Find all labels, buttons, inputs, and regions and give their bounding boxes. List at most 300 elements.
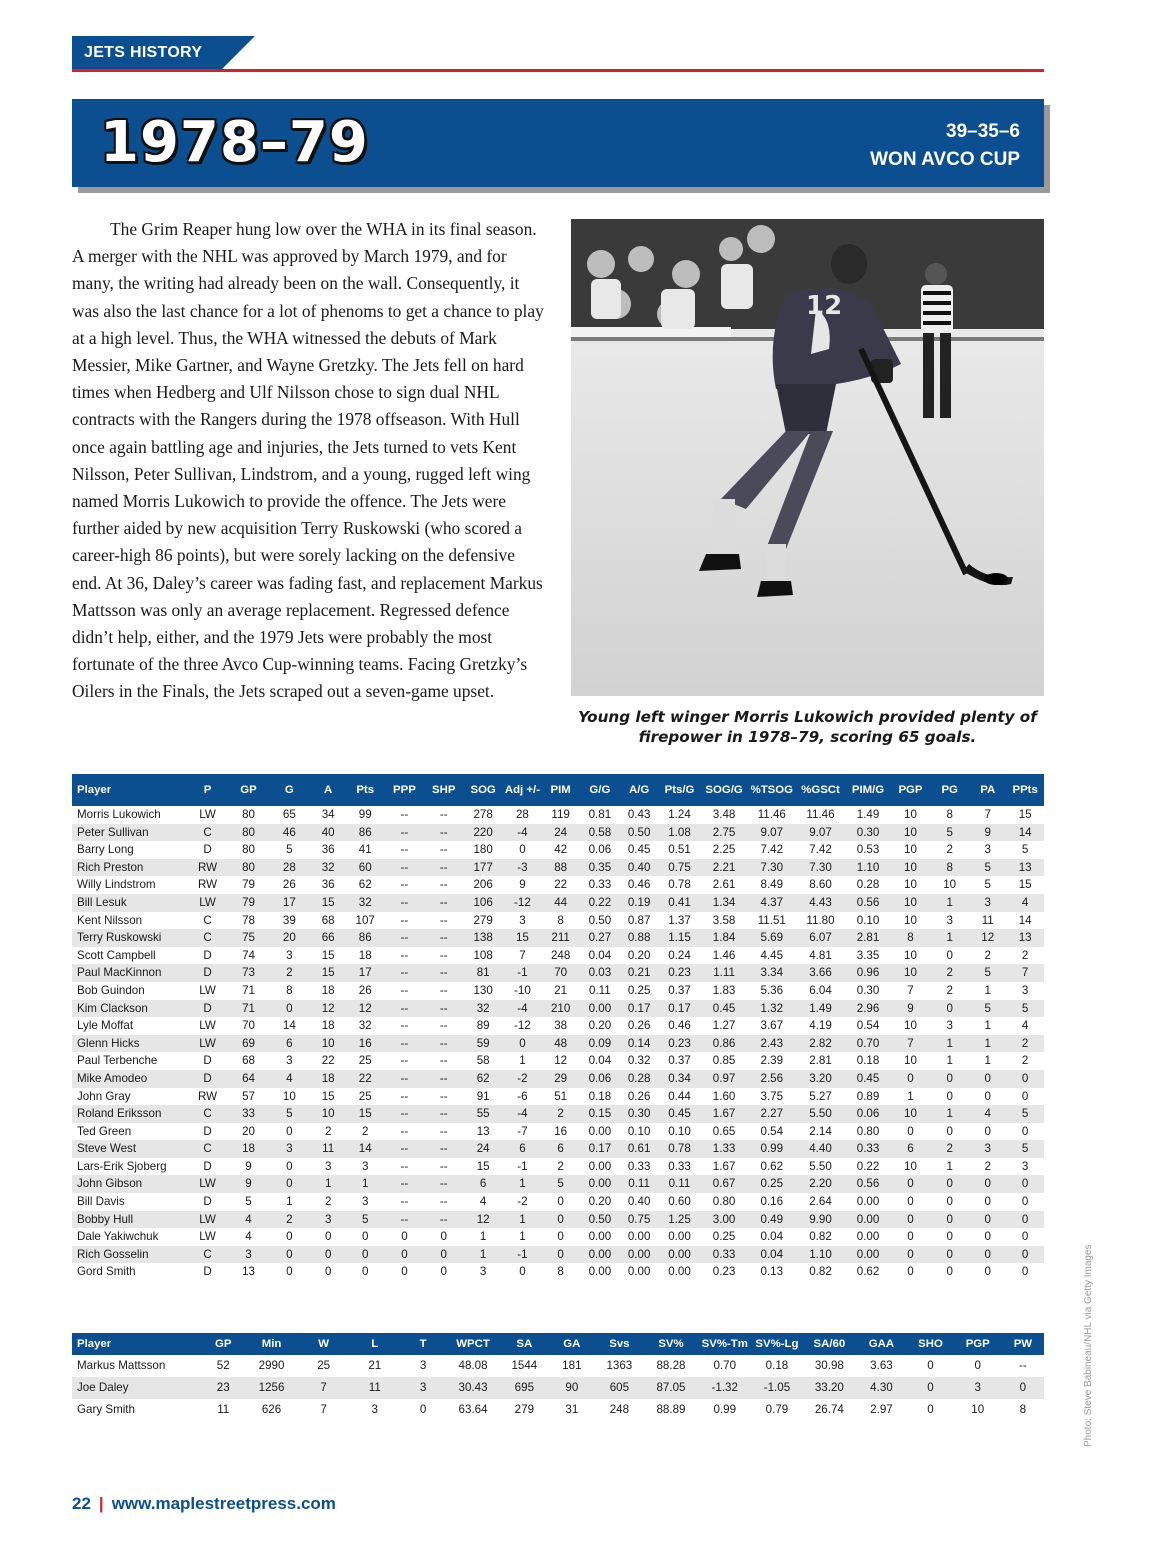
skater-stat-cell: 0.00 [580, 1246, 619, 1264]
skater-stat-cell: 1.49 [796, 1000, 846, 1018]
skater-stat-cell: 0.60 [668, 1195, 691, 1209]
skater-stat-cell: 8 [891, 929, 930, 947]
skater-stat-cell: 10 [282, 1089, 296, 1103]
goalie-stat-cell: 63.64 [458, 1403, 488, 1416]
skater-stat-cell: 0.25 [712, 1230, 736, 1244]
skater-stat-cell: 0.33 [588, 878, 612, 892]
skater-column-header: Player [72, 774, 187, 806]
goalie-stat-cell: 88.89 [656, 1403, 686, 1416]
skater-stat-cell: -- [425, 859, 462, 877]
skater-player-name: Steve West [72, 1140, 187, 1158]
skater-stat-cell: 7.42 [760, 843, 784, 857]
goalie-stat-cell: -1.32 [699, 1377, 751, 1399]
skater-stat-cell: -- [384, 929, 425, 947]
skater-stat-cell: 0.85 [712, 1054, 736, 1068]
skater-stat-cell: 68 [321, 913, 335, 927]
skater-stat-cell: 0 [557, 1230, 564, 1244]
skater-stat-cell: 2 [984, 1159, 991, 1173]
skater-stat-cell: 57 [242, 1089, 255, 1103]
skater-stat-cell: 0.17 [580, 1140, 619, 1158]
skater-stat-cell: 0 [440, 1265, 447, 1279]
skater-stat-cell: -2 [504, 1070, 541, 1088]
skater-stat-cell: 0.25 [748, 1175, 796, 1193]
skater-stat-cell: 86 [347, 929, 384, 947]
header-rule [72, 69, 1044, 72]
skater-stat-cell: 11 [981, 913, 994, 927]
skater-stat-cell: 278 [473, 808, 493, 821]
skater-stat-cell: 60 [347, 859, 384, 877]
goalie-stat-cell: 2.97 [870, 1403, 893, 1416]
skater-stat-cell: 7.30 [748, 859, 796, 877]
skater-stat-cell: -- [400, 808, 409, 821]
skater-column-header: G/G [580, 774, 619, 806]
skater-stat-cell: 0 [425, 1246, 462, 1264]
skater-stat-cell: 5.36 [760, 983, 784, 997]
skater-stat-cell: -- [384, 1070, 425, 1088]
skater-stat-cell: 0.67 [700, 1175, 748, 1193]
goalie-player-name: Gary Smith [77, 1403, 135, 1416]
skater-stat-cell: 7 [984, 808, 991, 821]
skater-stat-cell: 2.81 [809, 1054, 832, 1068]
skater-stat-cell: 15 [504, 929, 541, 947]
goalie-row [72, 1355, 1044, 1377]
goalie-stat-cell: 30.43 [446, 1377, 501, 1399]
skater-stat-cell: 86 [347, 824, 384, 842]
skater-stat-cell: 10 [943, 878, 957, 892]
skater-stat-cell: 0.82 [809, 1265, 832, 1279]
skater-stat-cell: 15 [347, 1105, 384, 1123]
skater-player-name: Roland Eriksson [72, 1105, 187, 1123]
skater-stat-cell: 1 [984, 983, 991, 997]
skater-stat-cell: 32 [462, 1000, 503, 1018]
skater-stat-cell: 1 [504, 1175, 541, 1193]
goalie-stat-cell: 0.70 [713, 1359, 737, 1372]
skater-stat-cell: 0.45 [700, 1000, 748, 1018]
skater-stat-cell: 0.00 [588, 1265, 612, 1279]
skater-stat-cell: 1 [930, 1105, 969, 1123]
skater-stat-cell: 5 [969, 964, 1006, 982]
skater-stat-cell: 1.34 [700, 894, 748, 912]
skater-column-header: SHP [425, 774, 462, 806]
skater-row [72, 1246, 1044, 1264]
skater-stat-cell: 0.10 [668, 1124, 691, 1138]
skater-column-header: SOG [462, 774, 503, 806]
skater-stat-cell: -- [439, 1159, 448, 1173]
skater-stat-cell: 2 [946, 843, 953, 857]
skater-stat-cell: D [203, 948, 212, 962]
skater-stat-cell: 1.33 [700, 1140, 748, 1158]
goalie-column-header: Player [72, 1333, 201, 1355]
skater-stat-cell: 10 [904, 1019, 917, 1033]
goalie-stat-cell: 25 [317, 1359, 331, 1372]
skater-stat-cell: 0 [946, 1089, 953, 1103]
skater-stat-cell: 1.60 [712, 1089, 736, 1103]
skater-stat-cell: 1.25 [659, 1211, 701, 1229]
skater-stat-cell: 0.17 [620, 1000, 659, 1018]
goalie-stat-cell: 3 [371, 1403, 378, 1416]
skater-row [72, 1228, 1044, 1246]
skater-stat-cell: 0.62 [760, 1159, 784, 1173]
skater-stat-cell: 6 [504, 1140, 541, 1158]
skater-stat-cell: 0 [504, 1035, 541, 1053]
skater-stat-cell: 0.65 [712, 1124, 736, 1138]
skater-stat-cell: D [203, 1054, 212, 1068]
skater-stat-cell: 4.37 [748, 894, 796, 912]
skater-stat-cell: 0.28 [620, 1070, 659, 1088]
skater-stat-cell: 26 [358, 983, 372, 997]
skater-stat-cell: 5 [1006, 1105, 1044, 1123]
skater-stat-cell: 0 [930, 1000, 969, 1018]
skater-stat-cell: 38 [554, 1019, 568, 1033]
skater-stat-cell: 8 [930, 859, 969, 877]
skater-stat-cell: 0.45 [845, 1070, 890, 1088]
skater-stat-cell: 18 [358, 948, 372, 962]
skater-stat-cell: 0.04 [760, 1230, 784, 1244]
skater-stat-cell: 34 [321, 808, 335, 821]
skater-stat-cell: 0 [907, 1195, 914, 1209]
skater-stat-cell: 3 [969, 894, 1006, 912]
skater-row [72, 1017, 1044, 1035]
skater-row [72, 1123, 1044, 1141]
skater-row [72, 876, 1044, 894]
skater-stat-cell: 0.58 [580, 824, 619, 842]
skater-stat-cell: 2 [946, 983, 953, 997]
skater-stat-cell: 1 [984, 1019, 991, 1033]
skater-stat-cell: 2 [930, 964, 969, 982]
skater-row [72, 982, 1044, 1000]
skater-stat-cell: 10 [904, 1054, 917, 1068]
skater-stat-cell: 0 [401, 1230, 408, 1244]
skater-player-name: Mike Amodeo [72, 1070, 187, 1088]
skater-stat-cell: 12 [347, 1000, 384, 1018]
skater-stat-cell: 0 [969, 1246, 1006, 1264]
skater-stat-cell: 1.46 [712, 948, 736, 962]
skater-stat-cell: 10 [904, 913, 917, 927]
skater-stat-cell: 2.56 [748, 1070, 796, 1088]
skater-stat-cell: 0 [891, 1070, 930, 1088]
skater-player-name: Bobby Hull [72, 1211, 187, 1229]
skater-stat-cell: 22 [554, 878, 568, 892]
skater-stat-cell: 33 [228, 1105, 269, 1123]
skater-stat-cell: 5 [930, 824, 969, 842]
skater-stat-cell: 40 [310, 824, 347, 842]
skater-stat-cell: 41 [358, 843, 372, 857]
skater-row [72, 859, 1044, 877]
skater-stat-cell: C [187, 1246, 228, 1264]
skater-stat-cell: 0.18 [588, 1089, 612, 1103]
skater-stat-cell: 3 [286, 1054, 293, 1068]
skater-stat-cell: 0.17 [659, 1000, 701, 1018]
skater-stat-cell: 4.19 [809, 1019, 832, 1033]
skater-stat-cell: D [187, 964, 228, 982]
skater-stat-cell: 15 [1018, 808, 1032, 821]
skater-stat-cell: 1 [519, 1054, 526, 1068]
skater-stat-cell: C [187, 1140, 228, 1158]
goalie-column-header: PGP [954, 1333, 1002, 1355]
skater-stat-cell: 5 [969, 859, 1006, 877]
skater-stat-cell: 13 [1006, 929, 1044, 947]
skater-stat-cell: 11.80 [806, 913, 835, 927]
skater-stat-cell: 59 [462, 1035, 503, 1053]
skater-stat-cell: LW [187, 1175, 228, 1193]
skater-stat-cell: 80 [228, 859, 269, 877]
skater-stat-cell: 5 [245, 1195, 252, 1209]
skater-stat-cell: 5 [286, 843, 293, 857]
skater-stat-cell: 0.33 [700, 1246, 748, 1264]
skater-stat-cell: -12 [504, 894, 541, 912]
goalie-column-header: Min [245, 1333, 298, 1355]
skater-stat-cell: -1 [504, 964, 541, 982]
skater-stat-cell: 8.49 [760, 878, 784, 892]
skater-stat-cell: 0.32 [627, 1054, 651, 1068]
skater-column-header: Pts/G [659, 774, 701, 806]
goalie-stat-cell: 695 [500, 1377, 548, 1399]
skater-stat-cell: 0.26 [627, 1089, 651, 1103]
skater-stat-cell: 0 [269, 1000, 310, 1018]
skater-stat-cell: 79 [242, 878, 255, 892]
skater-stat-cell: 0 [1006, 1175, 1044, 1193]
goalie-stat-cell: 88.28 [656, 1359, 686, 1372]
skater-stat-cell: 4 [969, 1105, 1006, 1123]
skater-stat-cell: 0.11 [620, 1175, 659, 1193]
goalie-stat-cell: 7 [298, 1377, 349, 1399]
skater-stat-cell: 108 [473, 948, 493, 962]
skater-stat-cell: 5 [984, 878, 991, 892]
skater-stat-cell: 0.45 [659, 1105, 701, 1123]
skater-stat-cell: 4 [1021, 1019, 1029, 1033]
skater-stat-cell: 2 [269, 1211, 310, 1229]
skater-row [72, 894, 1044, 912]
skater-stat-cell: RW [197, 878, 218, 892]
skater-stat-cell: 0 [907, 1230, 914, 1244]
skater-stat-cell: 1.10 [796, 1246, 846, 1264]
goalie-column-header: SV%-Tm [699, 1333, 751, 1355]
skater-stat-cell: 3.34 [748, 964, 796, 982]
skater-stat-cell: 0.30 [856, 983, 880, 997]
skater-stat-cell: 0 [1006, 1070, 1044, 1088]
page-footer [72, 1494, 336, 1514]
skater-stat-cell: 12 [462, 1211, 503, 1229]
skater-stat-cell: 75 [228, 929, 269, 947]
skater-stat-cell: 0 [269, 1175, 310, 1193]
goalie-column-header: W [298, 1333, 349, 1355]
skater-stat-cell: -1 [504, 1246, 541, 1264]
skater-stat-cell: 1.15 [659, 929, 701, 947]
skater-stat-cell: 2.75 [700, 824, 748, 842]
skater-stat-cell: 0.70 [845, 1035, 890, 1053]
skater-stat-cell: 4 [228, 1211, 269, 1229]
skater-stat-cell: 0.80 [856, 1124, 880, 1138]
skater-column-header: SOG/G [700, 774, 748, 806]
skater-stat-cell: 66 [310, 929, 347, 947]
skater-stat-cell: -- [439, 983, 448, 997]
skater-stat-cell: 0 [930, 1211, 969, 1229]
skater-column-header: GP [228, 774, 269, 806]
skater-stat-cell: 0 [969, 1175, 1006, 1193]
skater-stat-cell: 8 [557, 913, 564, 927]
website-link[interactable]: www.maplestreetpress.com [111, 1494, 336, 1513]
goalie-stat-cell: 0 [1002, 1377, 1044, 1399]
skater-column-header: A [310, 774, 347, 806]
skater-stat-cell: 0 [310, 1246, 347, 1264]
skater-stat-cell: 99 [358, 808, 372, 821]
skater-player-name: Morris Lukowich [77, 808, 161, 821]
skater-stat-cell: 0.15 [580, 1105, 619, 1123]
skater-stat-cell: 64 [228, 1070, 269, 1088]
skater-stat-cell: -- [439, 1019, 448, 1033]
skater-stat-cell: 5.50 [796, 1105, 846, 1123]
skater-stat-cell: 28 [515, 808, 529, 821]
skater-stat-cell: 1 [907, 1089, 914, 1103]
skater-stat-cell: 58 [476, 1054, 490, 1068]
skater-stat-cell: 0 [324, 1265, 332, 1279]
skater-stat-cell: 70 [242, 1019, 255, 1033]
skater-stat-cell: 0 [930, 1070, 969, 1088]
skater-stat-cell: 79 [228, 894, 269, 912]
skater-stat-cell: -6 [517, 1089, 528, 1103]
skater-row [72, 1035, 1044, 1053]
goalie-stats-header [72, 1333, 1044, 1355]
skater-stat-cell: 88 [541, 859, 580, 877]
skater-player-name: Rich Preston [72, 859, 187, 877]
skater-stat-cell: 80 [242, 843, 255, 857]
skater-stat-cell: 28 [269, 859, 310, 877]
skater-stat-cell: -- [439, 843, 448, 857]
skater-stat-cell: 11 [310, 1140, 347, 1158]
goalie-stat-cell: 0 [927, 1403, 934, 1416]
skater-stat-cell: 1 [286, 1195, 293, 1209]
skater-stat-cell: 1.49 [856, 808, 880, 821]
skater-stat-cell: 3 [310, 1211, 347, 1229]
skater-stat-cell: 2.61 [712, 878, 736, 892]
skater-row [72, 1175, 1044, 1193]
skater-stat-cell: 0 [286, 1265, 293, 1279]
skater-stat-cell: 0.04 [588, 948, 612, 962]
skater-stat-cell: 12 [310, 1000, 347, 1018]
skater-row [72, 1070, 1044, 1088]
skater-stat-cell: 211 [541, 929, 580, 947]
skater-stat-cell: 3.20 [796, 1070, 846, 1088]
skater-stat-cell: 0 [557, 1195, 564, 1209]
skater-stat-cell: -- [439, 808, 448, 821]
skater-stat-cell: 0.06 [588, 843, 612, 857]
skater-stat-cell: 0 [541, 1211, 580, 1229]
goalie-column-header: SV% [643, 1333, 698, 1355]
skater-stat-cell: 0.50 [580, 1211, 619, 1229]
goalie-player-name: Markus Mattsson [77, 1359, 166, 1372]
skater-stat-cell: -- [425, 929, 462, 947]
skater-stat-cell: 0 [946, 948, 953, 962]
skater-stat-cell: 2.14 [809, 1124, 832, 1138]
skater-stat-cell: 0 [946, 1124, 953, 1138]
skater-stat-cell: 0.97 [700, 1070, 748, 1088]
season-result: WON AVCO CUP [870, 149, 1020, 170]
goalie-stat-cell: 33.20 [803, 1377, 856, 1399]
skater-stat-cell: 220 [462, 824, 503, 842]
skater-stat-cell: 1.32 [748, 1000, 796, 1018]
skater-stat-cell: 6.07 [796, 929, 846, 947]
skater-player-name: Barry Long [77, 843, 134, 857]
goalie-row [72, 1399, 1044, 1421]
skater-column-header: PGP [891, 774, 930, 806]
skater-stat-cell: 2 [557, 1159, 564, 1173]
skater-stat-cell: 0.20 [588, 1019, 612, 1033]
skater-stat-cell: 65 [282, 808, 296, 821]
skater-stat-cell: 0.30 [620, 1105, 659, 1123]
skater-stat-cell: 3 [324, 1159, 332, 1173]
skater-row [72, 1105, 1044, 1123]
skater-stat-cell: -4 [504, 824, 541, 842]
skater-stat-cell: 0.23 [659, 964, 701, 982]
skater-player-name: Peter Sullivan [72, 824, 187, 842]
skater-stat-cell: 11.46 [806, 808, 835, 821]
skater-stat-cell: 0.80 [712, 1195, 736, 1209]
skater-stat-cell: 1 [930, 894, 969, 912]
skater-stat-cell: 0 [907, 1265, 914, 1279]
skater-stat-cell: 69 [228, 1035, 269, 1053]
skater-stat-cell: 18 [310, 1070, 347, 1088]
goalie-column-header: Svs [595, 1333, 643, 1355]
skater-stat-cell: 6 [541, 1140, 580, 1158]
skater-stat-cell: 0 [984, 1089, 991, 1103]
skater-stat-cell: 0.37 [668, 983, 691, 997]
skater-stat-cell: 1.83 [712, 983, 736, 997]
skater-stat-cell: 5 [1006, 1140, 1044, 1158]
goalie-stat-cell: -1.05 [751, 1377, 803, 1399]
skater-stat-cell: 39 [282, 913, 296, 927]
goalie-stat-cell: 0.18 [765, 1359, 789, 1372]
skater-stat-cell: 1 [462, 1246, 503, 1264]
skater-stat-cell: 9.07 [748, 824, 796, 842]
skater-row [72, 929, 1044, 947]
skater-stat-cell: -12 [514, 1019, 531, 1033]
skater-stat-cell: 3 [1021, 983, 1029, 997]
skater-stat-cell: 3 [519, 913, 526, 927]
skater-column-header: PPts [1006, 774, 1044, 806]
season-title: 1978–79 [100, 110, 369, 175]
skater-stat-cell: 0 [1006, 1246, 1044, 1264]
skater-stat-cell: 0.00 [845, 1246, 890, 1264]
skater-stat-cell: C [187, 929, 228, 947]
skater-stat-cell: 0.78 [659, 1140, 701, 1158]
skater-stat-cell: 18 [321, 983, 335, 997]
skater-stat-cell: -- [400, 1019, 409, 1033]
skater-stat-cell: 2.25 [712, 843, 736, 857]
skater-stat-cell: 20 [242, 1124, 255, 1138]
skater-stat-cell: 0.62 [856, 1265, 880, 1279]
skater-stat-cell: 2 [984, 948, 991, 962]
skater-stat-cell: 0 [984, 1230, 991, 1244]
skater-row [72, 806, 1044, 824]
skater-stat-cell: -- [425, 1175, 462, 1193]
skater-stat-cell: LW [199, 1230, 216, 1244]
skater-stat-cell: 68 [242, 1054, 255, 1068]
skater-stat-cell: 29 [541, 1070, 580, 1088]
skater-stat-cell: 0 [361, 1230, 369, 1244]
skater-stat-cell: 0.75 [659, 859, 701, 877]
goalie-column-header: SA [500, 1333, 548, 1355]
skater-stat-cell: -- [439, 1195, 448, 1209]
skater-stat-cell: 3 [228, 1246, 269, 1264]
skater-stat-cell: -- [400, 878, 409, 892]
skater-stat-cell: 10 [891, 824, 930, 842]
skater-stat-cell: LW [199, 1019, 216, 1033]
skater-player-name: Kim Clackson [72, 1000, 187, 1018]
skater-stat-cell: 0.25 [627, 983, 651, 997]
skater-stat-cell: 3 [984, 843, 991, 857]
skater-stat-cell: 0.14 [620, 1035, 659, 1053]
skater-stat-cell: -- [425, 964, 462, 982]
